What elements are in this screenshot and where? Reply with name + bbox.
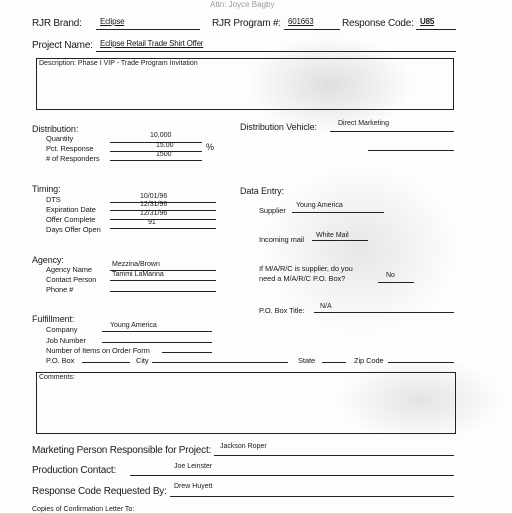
supplier-label: Supplier: [259, 206, 286, 215]
contact-person-value: Tammi LaManna: [112, 271, 164, 278]
program-underline: [284, 29, 340, 30]
incoming-mail-underline: [312, 240, 368, 241]
agency-name-value: Mezzina/Brown: [112, 261, 160, 268]
response-code-underline: [416, 29, 456, 30]
fulfillment-company-label: Company: [46, 325, 78, 334]
expiration-date-value: 12/31/96: [140, 201, 168, 208]
quantity-value: 10,000: [150, 132, 172, 139]
project-name-underline: [96, 51, 456, 52]
description-box: [36, 58, 454, 110]
offer-complete-label: Offer Complete: [46, 215, 96, 224]
fulfillment-title: Fulfillment:: [32, 314, 75, 324]
marc-question-line1: If M/A/R/C is supplier, do you: [259, 264, 353, 273]
distribution-title: Distribution:: [32, 124, 79, 134]
project-name-label: Project Name:: [32, 40, 93, 51]
incoming-mail-label: Incoming mail: [259, 235, 304, 244]
dts-label: DTS: [46, 195, 61, 204]
marc-question-line2: need a M/A/R/C P.O. Box?: [259, 274, 346, 283]
po-box-title-value: N/A: [320, 303, 332, 310]
marc-question-underline: [378, 282, 414, 283]
city-underline: [152, 362, 288, 363]
comments-box: [36, 372, 456, 434]
program-value: 601663: [288, 17, 314, 26]
distribution-vehicle-value: Direct Marketing: [338, 120, 389, 127]
items-count-underline: [162, 352, 212, 353]
supplier-underline: [292, 212, 384, 213]
production-contact-value: Joe Leinster: [174, 463, 213, 470]
fulfillment-po-box-label: P.O. Box: [46, 356, 75, 365]
phone-underline: [110, 291, 216, 292]
po-box-title-label: P.O. Box Title:: [259, 306, 305, 315]
zip-code-underline: [388, 362, 454, 363]
brand-underline: [96, 29, 200, 30]
pct-unit: %: [206, 142, 214, 152]
timing-title: Timing:: [32, 184, 61, 194]
contact-person-underline: [110, 280, 216, 281]
requested-by-value: Drew Huyett: [174, 483, 213, 490]
confirmation-letter-label: Copies of Confirmation Letter To:: [32, 506, 135, 513]
marketing-person-value: Jackson Roper: [220, 443, 267, 450]
pct-response-label: Pct. Response: [46, 144, 94, 153]
city-label: City: [136, 356, 149, 365]
response-code-value: U85: [420, 17, 435, 26]
distribution-vehicle-underline-2: [368, 150, 454, 151]
pct-response-value: 15.00: [156, 142, 174, 149]
days-open-underline: [110, 228, 216, 229]
description-label: Description:: [39, 60, 76, 67]
supplier-value: Young America: [296, 202, 343, 209]
response-code-label: Response Code:: [342, 18, 414, 29]
brand-label: RJR Brand:: [32, 18, 82, 29]
agency-name-label: Agency Name: [46, 265, 93, 274]
requested-by-underline: [170, 496, 454, 497]
offer-complete-underline: [110, 219, 216, 220]
quantity-label: Quantity: [46, 134, 74, 143]
production-contact-label: Production Contact:: [32, 465, 117, 476]
description-value: Phase I VIP - Trade Program Invitation: [77, 60, 198, 67]
offer-complete-value: 12/31/96: [140, 210, 168, 217]
incoming-mail-value: White Mail: [316, 232, 349, 239]
fulfillment-company-value: Young America: [110, 322, 157, 329]
job-number-underline: [102, 342, 212, 343]
responders-label: # of Responders: [46, 154, 100, 163]
agency-title: Agency:: [32, 255, 64, 265]
project-name-value: Eclipse Retail Trade Shirt Offer: [100, 39, 204, 48]
attn-note: Attn: Joyce Bagby: [210, 0, 275, 9]
fulfillment-company-underline: [102, 331, 212, 332]
brand-value: Eclipse: [100, 17, 125, 26]
distribution-vehicle-label: Distribution Vehicle:: [240, 122, 317, 132]
items-count-label: Number of Items on Order Form: [46, 346, 150, 355]
expiration-date-label: Expiration Date: [46, 205, 96, 214]
comments-label: Comments:: [39, 374, 75, 381]
phone-label: Phone #: [46, 285, 74, 294]
dts-value: 10/01/96: [140, 193, 168, 200]
state-underline: [322, 362, 346, 363]
marc-question-value: No: [386, 272, 395, 279]
po-box-title-underline: [314, 312, 454, 313]
contact-person-label: Contact Person: [46, 275, 97, 284]
state-label: State: [298, 356, 316, 365]
marketing-person-underline: [214, 455, 454, 456]
job-number-label: Job Number: [46, 336, 86, 345]
days-open-label: Days Offer Open: [46, 225, 101, 234]
days-open-value: 91: [148, 219, 156, 226]
responders-value: 1500: [156, 151, 172, 158]
requested-by-label: Response Code Requested By:: [32, 486, 167, 497]
responders-underline: [110, 160, 202, 161]
distribution-vehicle-underline: [330, 131, 454, 132]
fulfillment-po-box-underline: [82, 362, 130, 363]
marketing-person-label: Marketing Person Responsible for Project:: [32, 445, 212, 456]
production-contact-underline: [130, 475, 454, 476]
data-entry-title: Data Entry:: [240, 186, 284, 196]
zip-code-label: Zip Code: [354, 356, 384, 365]
program-label: RJR Program #:: [212, 18, 281, 29]
